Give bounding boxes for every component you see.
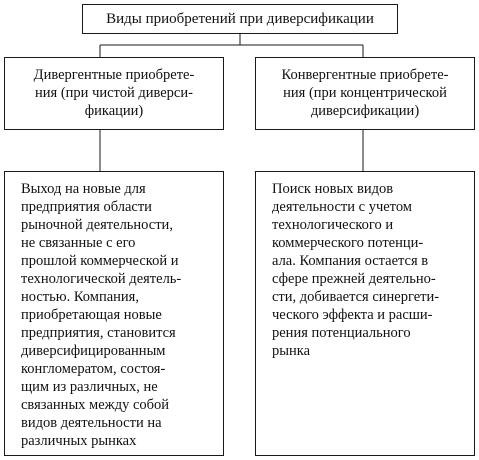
divergent-header-line: ния (при чистой диверси-: [35, 85, 193, 101]
convergent-description-line: Поиск новых видов: [272, 181, 394, 197]
convergent-description-box: [255, 171, 475, 456]
divergent-description-line: ностью. Компания,: [21, 289, 139, 305]
convergent-description-line: коммерческого потенци-: [272, 235, 424, 251]
convergent-description-line: рения потенциального: [272, 325, 411, 341]
divergent-description-line: рыночной деятельности,: [21, 217, 173, 233]
convergent-description-line: рынка: [272, 343, 311, 359]
convergent-header-line: Конвергентные приобрете-: [281, 67, 449, 83]
convergent-description-line: ческого эффекта и расши-: [272, 307, 433, 323]
divergent-description-line: предприятия, становится: [21, 325, 176, 341]
divergent-header-line: фикации): [84, 103, 144, 119]
divergent-header-line: Дивергентные приобрете-: [33, 67, 195, 83]
divergent-description-line: видов деятельности на: [21, 415, 162, 431]
divergent-description-line: конгломератом, состоя-: [21, 361, 166, 377]
convergent-description-line: сти, добивается синергети-: [272, 289, 440, 305]
divergent-description-line: технологической деятель-: [21, 271, 182, 287]
convergent-description-line: деятельности с учетом: [272, 199, 412, 215]
convergent-header-line: ния (при концентрической: [283, 85, 447, 101]
divergent-description-line: связанных между собой: [21, 397, 170, 413]
root-title: Виды приобретений при диверсификации: [106, 11, 374, 27]
divergent-description-line: не связанные с его: [21, 235, 136, 251]
root-box: [82, 4, 398, 34]
convergent-description-line: технологического и: [272, 217, 394, 233]
divergent-header-box: [4, 57, 224, 130]
divergent-description-line: прошлой коммерческой и: [21, 253, 179, 269]
convergent-description-line: ала. Компания остается в: [272, 253, 429, 269]
divergent-description-line: щим из различных, не: [21, 379, 158, 395]
divergent-description-line: диверсифицированным: [21, 343, 166, 359]
convergent-header-box: [255, 57, 475, 130]
divergent-description-line: Выход на новые для: [21, 181, 146, 197]
divergent-description-line: различных рынках: [21, 433, 137, 449]
convergent-description-line: сфере прежней деятельно-: [272, 271, 436, 287]
convergent-header-line: диверсификации): [310, 103, 420, 119]
divergent-description-box: [4, 171, 224, 456]
divergent-description-line: приобретающая новые: [21, 307, 162, 323]
divergent-description-line: предприятия области: [21, 199, 152, 215]
